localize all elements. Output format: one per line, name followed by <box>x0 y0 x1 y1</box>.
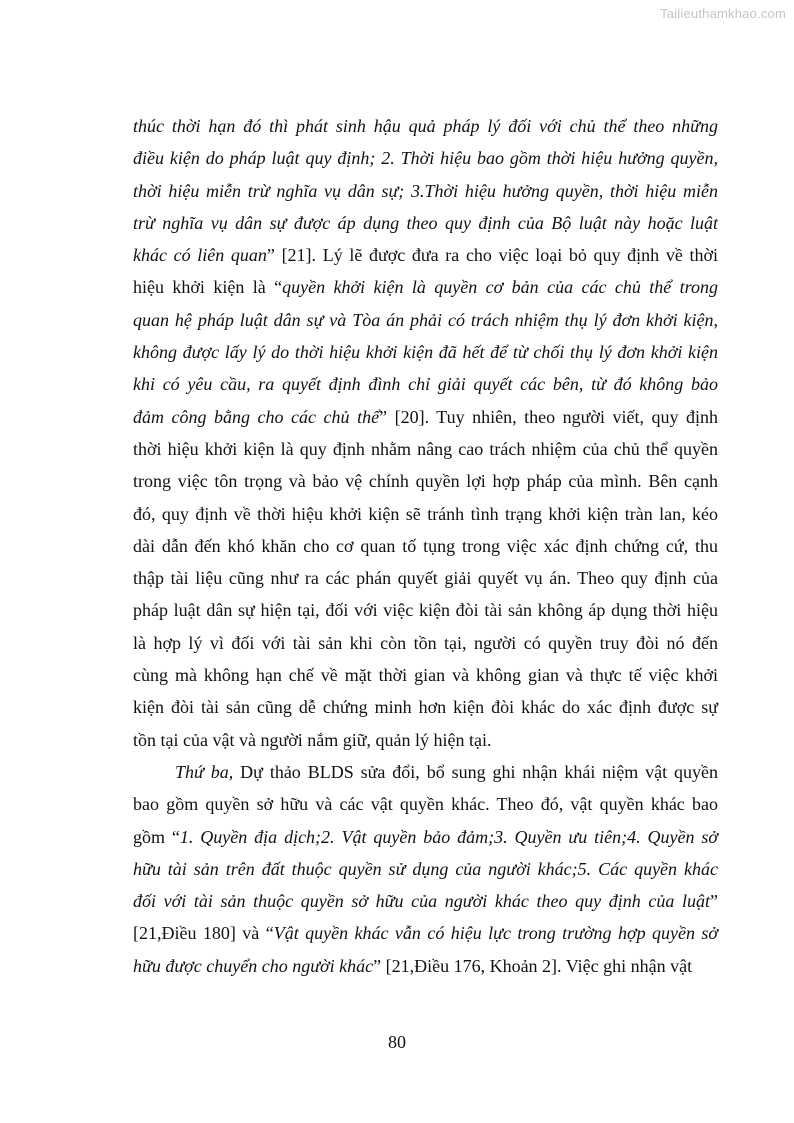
text-segment: là hợp lý vì đối với tài sản khi còn tồn tại, người có quyền truy đòi nó đến <box>133 632 718 653</box>
italic-text-segment: hữu được chuyển cho người khác <box>133 955 374 976</box>
text-segment: ” [21]. Lý lẽ được đưa ra cho việc loại bỏ quy định về thời <box>266 245 718 266</box>
text-line <box>133 336 718 368</box>
italic-text-segment: đối với tài sản thuộc quyền sở hữu của người khác theo quy định của luật <box>133 891 710 912</box>
page-number: 80 <box>388 1032 406 1052</box>
italic-text-segment: không được lấy lý do thời hiệu khởi kiện đã hết để từ chối thụ lý đơn khởi kiện <box>133 342 718 363</box>
text-line <box>133 917 718 949</box>
text-line <box>133 950 718 982</box>
text-line <box>133 724 718 756</box>
text-segment: , Dự thảo BLDS sửa đổi, bổ sung ghi nhận khái niệm vật quyền <box>228 761 719 782</box>
text-line <box>133 401 718 433</box>
text-segment: ” [20]. Tuy nhiên, theo người viết, quy định <box>379 406 719 427</box>
text-line <box>133 885 718 917</box>
text-line <box>133 691 718 723</box>
italic-text-segment: hữu tài sản trên đất thuộc quyền sử dụng của người khác;5. Các quyền khác <box>133 858 718 879</box>
text-line <box>133 562 718 594</box>
italic-text-segment: Thứ ba <box>175 761 229 782</box>
text-segment: cùng mà không hạn chế về mặt thời gian và không gian và thực tế việc khởi <box>133 665 718 686</box>
italic-text-segment: thúc thời hạn đó thì phát sinh hậu quả pháp lý đối với chủ thể theo những <box>133 116 718 136</box>
text-line <box>133 175 718 207</box>
watermark: Tailieuthamkhao.com <box>660 6 786 21</box>
text-segment: kiện đòi tài sản cũng dễ chứng minh hơn kiện đòi khác do xác định được sự <box>133 697 718 718</box>
text-segment: trong việc tôn trọng và bảo vệ chính quyền lợi hợp pháp của mình. Bên cạnh <box>133 471 718 492</box>
italic-text-segment: quan hệ pháp luật dân sự và Tòa án phải có trách nhiệm thụ lý đơn khởi kiện, <box>133 309 718 330</box>
text-line <box>133 659 718 691</box>
text-line <box>133 627 718 659</box>
italic-text-segment: thời hiệu miễn trừ nghĩa vụ dân sự; 3.Thời hiệu hưởng quyền, thời hiệu miễn <box>133 180 718 201</box>
text-line <box>133 368 718 400</box>
text-segment: thời hiệu khởi kiện là quy định nhằm nâng cao trách nhiệm của chủ thể quyền <box>133 438 718 459</box>
text-segment: [21,Điều 180] và “ <box>133 923 274 944</box>
text-line <box>133 433 718 465</box>
text-line <box>133 271 718 303</box>
italic-text-segment: quyền khởi kiện là quyền cơ bản của các chủ thể trong <box>282 277 718 298</box>
text-segment: hiệu khởi kiện là “ <box>133 277 283 298</box>
text-segment: đó, quy định về thời hiệu khởi kiện sẽ tránh tình trạng khởi kiện tràn lan, kéo <box>133 503 718 524</box>
text-line <box>133 498 718 530</box>
text-line <box>133 465 718 497</box>
text-line <box>133 239 718 271</box>
text-line <box>133 530 718 562</box>
text-segment: pháp luật dân sự hiện tại, đối với việc kiện đòi tài sản không áp dụng thời hiệu <box>133 600 718 621</box>
text-line <box>133 142 718 174</box>
text-segment: thập tài liệu cũng như ra các phán quyết giải quyết vụ án. Theo quy định của <box>133 568 718 589</box>
text-segment: bao gồm quyền sở hữu và các vật quyền khác. Theo đó, vật quyền khác bao <box>133 794 718 815</box>
italic-text-segment: khác có liên quan <box>133 245 267 266</box>
italic-text-segment: điều kiện do pháp luật quy định; 2. Thời hiệu bao gồm thời hiệu hưởng quyền, <box>133 148 718 169</box>
italic-text-segment: trừ nghĩa vụ dân sự được áp dụng theo quy định của Bộ luật này hoặc luật <box>133 212 718 233</box>
text-segment: gồm “ <box>133 826 180 847</box>
text-line <box>133 304 718 336</box>
italic-text-segment: khi có yêu cầu, ra quyết định đình chỉ giải quyết các bên, từ đó không bảo <box>133 374 718 395</box>
text-line <box>133 594 718 626</box>
text-line <box>133 756 718 788</box>
text-segment: tồn tại của vật và người nắm giữ, quản lý hiện tại. <box>133 729 492 750</box>
italic-text-segment: 1. Quyền địa dịch;2. Vật quyền bảo đảm;3. Quyền ưu tiên;4. Quyền sở <box>179 826 718 847</box>
italic-text-segment: đảm công bằng cho các chủ thể <box>133 406 380 427</box>
text-segment: dài dẫn đến khó khăn cho cơ quan tố tụng trong việc xác định chứng cứ, thu <box>133 535 718 556</box>
text-line <box>133 110 718 142</box>
text-segment: ” [21,Điều 176, Khoản 2]. Việc ghi nhận vật <box>373 955 693 976</box>
text-line <box>133 853 718 885</box>
text-line <box>133 788 718 820</box>
text-line <box>133 821 718 853</box>
text-line <box>133 207 718 239</box>
italic-text-segment: Vật quyền khác vẫn có hiệu lực trong trường hợp quyền sở <box>273 923 718 944</box>
text-segment: ” <box>710 891 718 912</box>
body-text <box>133 110 718 982</box>
